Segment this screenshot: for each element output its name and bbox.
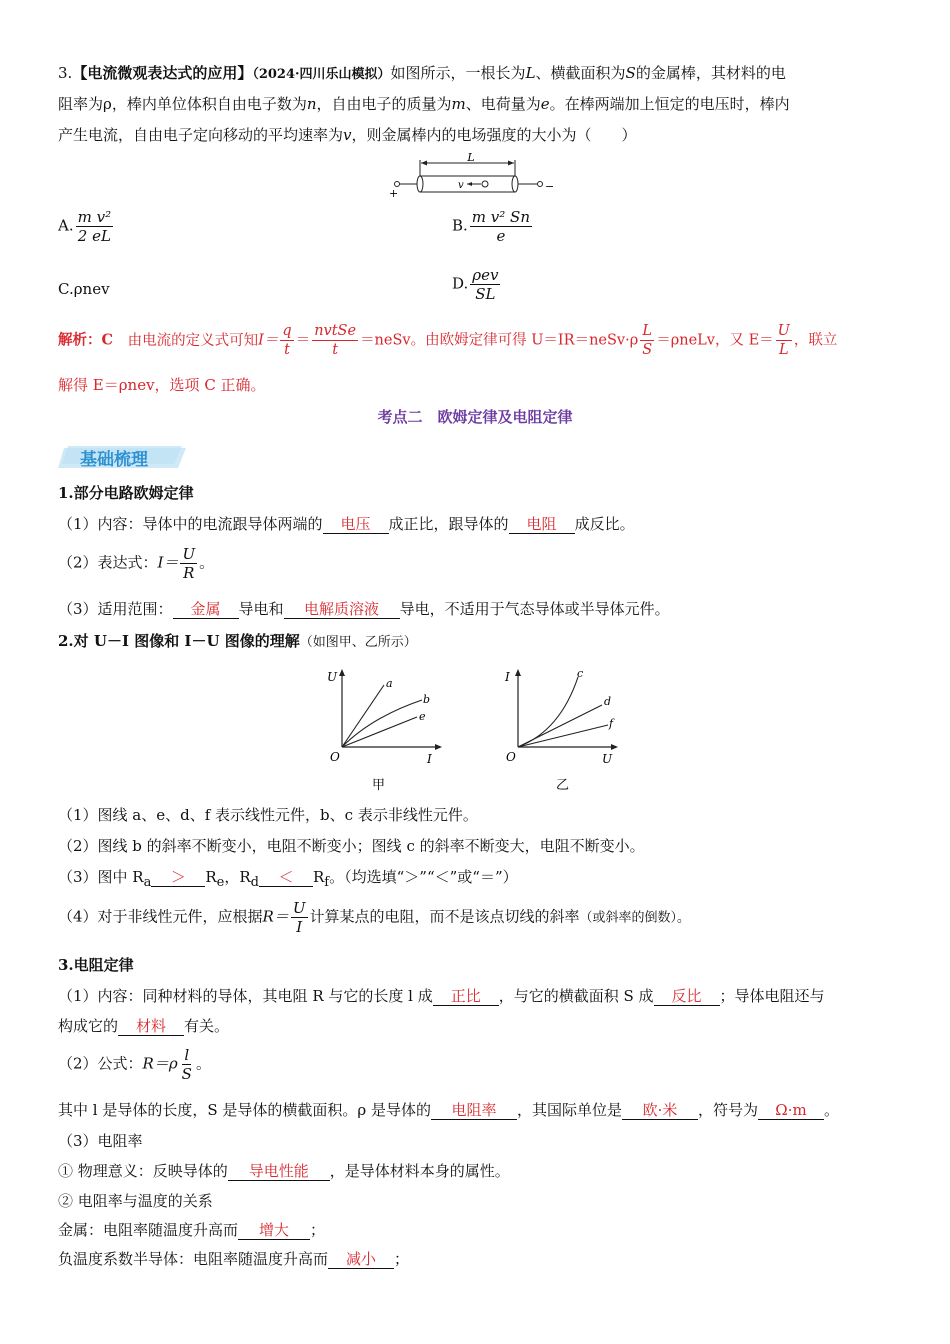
- text: ，其国际单位是: [516, 1101, 622, 1119]
- text: 金属：电阻率随温度升高而: [58, 1221, 239, 1239]
- subscript: f: [324, 875, 330, 890]
- q3-text: ，自由电子的质量为: [316, 95, 452, 113]
- fraction-num: nvtSe: [314, 323, 357, 339]
- option-B-fraction: [470, 208, 532, 245]
- option-C-text: ρnev: [73, 280, 110, 298]
- curve-c: [518, 677, 578, 747]
- text: 成反比。: [574, 515, 635, 533]
- fraction-den: S: [642, 342, 653, 358]
- fraction-den: t: [284, 342, 290, 358]
- curve-label-a: a: [386, 677, 393, 690]
- option-label: D.: [452, 274, 469, 293]
- graph-caption: 甲: [372, 778, 386, 793]
- curve-label-d: d: [604, 695, 612, 708]
- var-L: L: [525, 64, 536, 82]
- graph-jia: [322, 665, 452, 793]
- s3-p1: [58, 985, 825, 1007]
- analysis-line1: [58, 322, 837, 359]
- velocity-label: v: [458, 180, 464, 191]
- q3-text: 如图所示，一根长为: [390, 64, 526, 82]
- origin-label: O: [506, 750, 516, 764]
- q3-text: 产生电流，自由电子定向移动的平均速率为: [58, 126, 344, 144]
- q3-line3: [58, 124, 637, 146]
- text: R: [205, 868, 217, 886]
- var-v: v: [343, 126, 352, 144]
- subscript: e: [216, 875, 225, 890]
- text: （3）适用范围：: [58, 600, 173, 618]
- text: 导电和: [238, 600, 284, 618]
- s2-p1: （1）图线 a、e、d、f 表示线性元件，b、c 表示非线性元件。: [58, 806, 478, 824]
- curve-e: [342, 717, 417, 747]
- s2-p2: （2）图线 b 的斜率不断变小，电阻不断变小；图线 c 的斜率不断变大，电阻不断变小。: [58, 837, 645, 855]
- text: ① 物理意义：反映导体的: [58, 1162, 228, 1180]
- terminal-left: [395, 182, 400, 187]
- q3-source: （2024·四川乐山模拟）: [252, 67, 391, 82]
- text: 成正比，跟导体的: [388, 515, 509, 533]
- s3-title: 3.电阻定律: [58, 956, 134, 974]
- s3-p4: （3）电阻率: [58, 1132, 143, 1150]
- fraction-num: U: [292, 899, 306, 917]
- curve-f: [518, 725, 608, 747]
- rod-length-label: L: [467, 151, 475, 164]
- s2-title: 2.对 U－I 图像和 I－U 图像的理解: [58, 632, 300, 650]
- analysis-text: ，联立: [793, 332, 838, 349]
- fraction-num: L: [642, 323, 653, 339]
- text: 导电，不适用于气态导体或半导体元件。: [399, 600, 670, 618]
- s1-p1: [58, 513, 635, 535]
- fraction: [312, 322, 358, 359]
- text: 。: [824, 1101, 840, 1119]
- answer-blank: 导电性能: [228, 1162, 330, 1181]
- text: （3）图中 R: [58, 868, 144, 886]
- q3-line2: [58, 93, 790, 115]
- s2-p3: [58, 866, 518, 894]
- q3-text: 的金属棒，其材料的电: [635, 64, 786, 82]
- fraction-den: t: [332, 342, 339, 358]
- curve-label-e: e: [419, 710, 426, 723]
- answer-blank: 金属: [173, 600, 239, 619]
- option-D-fraction: [470, 266, 500, 303]
- q3-text: 、电荷量为: [465, 95, 541, 113]
- fraction-num: m v² Sn: [471, 208, 530, 226]
- option-D: [452, 266, 502, 303]
- section-title: 考点二 欧姆定律及电阻定律: [377, 408, 573, 426]
- terminal-right: [538, 182, 543, 187]
- text: （1）内容：同种材料的导体，其电阻 R 与它的长度 l 成: [58, 987, 433, 1005]
- text: ；: [310, 1221, 326, 1239]
- text: ，与它的横截面积 S 成: [498, 987, 654, 1005]
- text: （4）对于非线性元件，应根据: [58, 907, 263, 926]
- fraction-num: m v²: [77, 208, 112, 226]
- q3-number: 3.: [58, 64, 73, 82]
- answer-blank: 材料: [118, 1017, 184, 1036]
- fraction-num: l: [184, 1046, 190, 1064]
- metal-rod-figure: [385, 150, 565, 198]
- option-A: [58, 208, 115, 245]
- analysis-label: 解析：C: [58, 331, 114, 349]
- analysis-eq: I＝: [258, 332, 279, 349]
- fraction: [291, 899, 308, 936]
- text: 计算某点的电阻，而不是该点切线的斜率: [309, 907, 580, 926]
- option-A-fraction: [76, 208, 113, 245]
- axis-label-x: I: [427, 752, 432, 766]
- answer-blank: 电阻: [509, 515, 575, 534]
- analysis-text: 解得 E＝ρnev，选项 C 正确。: [58, 376, 266, 394]
- option-label: C.: [58, 280, 74, 298]
- answer-blank: 欧·米: [622, 1101, 698, 1120]
- text: 构成它的: [58, 1017, 119, 1035]
- analysis-text: 由电流的定义式可知: [127, 332, 259, 349]
- fraction-den: 2 eL: [77, 227, 111, 245]
- basics-badge: [58, 442, 186, 470]
- answer-blank: ＜: [259, 868, 313, 887]
- minus-sign: −: [545, 180, 555, 193]
- curve-a: [342, 685, 384, 747]
- text: （或斜率的倒数）。: [579, 910, 691, 926]
- subscript: a: [143, 875, 152, 890]
- q3-text: 阻率为ρ，棒内单位体积自由电子数为: [58, 95, 307, 113]
- option-C: [58, 278, 110, 300]
- fraction-num: U: [777, 323, 790, 339]
- subscript: d: [250, 875, 259, 890]
- text: 有关。: [184, 1017, 230, 1035]
- option-B: [452, 208, 534, 245]
- fraction-den: S: [181, 1065, 192, 1083]
- q3-text: ，则金属棒内的电场强度的大小为（ ）: [351, 126, 637, 144]
- q3-topic: 【电流微观表达式的应用】: [72, 64, 253, 82]
- answer-blank: 减小: [328, 1250, 394, 1269]
- badge-label: 基础梳理: [80, 450, 148, 470]
- text: 。（均选填“＞”“＜”或“＝”）: [329, 868, 518, 886]
- answer-blank: Ω·m: [758, 1101, 824, 1120]
- fraction-den: e: [496, 227, 506, 245]
- analysis-line2: [58, 374, 266, 396]
- var-n: n: [306, 95, 317, 113]
- q3-text: 、横截面积为: [535, 64, 626, 82]
- analysis-eq: ＝neSv。由欧姆定律可得 U＝IR＝neSv·ρ: [360, 332, 639, 349]
- fraction: [640, 322, 654, 359]
- electron-icon: [482, 181, 488, 187]
- axis-label-y: U: [327, 670, 338, 684]
- s3-p5: [58, 1160, 510, 1182]
- curve-label-f: f: [609, 717, 614, 730]
- text: ，符号为: [697, 1101, 758, 1119]
- curve-d: [518, 705, 602, 747]
- s3-p8: [58, 1248, 409, 1270]
- s3-p3: [58, 1099, 839, 1121]
- text: ；: [394, 1250, 410, 1268]
- text: 。: [199, 553, 215, 572]
- analysis-eq: ＝: [295, 332, 311, 349]
- fraction: [776, 322, 792, 359]
- answer-blank: 反比: [654, 987, 720, 1006]
- text: R: [313, 868, 325, 886]
- origin-label: O: [330, 750, 340, 764]
- s3-p7: [58, 1219, 325, 1241]
- var-m: m: [451, 95, 466, 113]
- s2-title-line: [58, 630, 417, 654]
- text: ，R: [224, 868, 251, 886]
- text: 。: [195, 1054, 211, 1073]
- plus-sign: +: [389, 187, 399, 198]
- fraction-den: R: [183, 564, 195, 582]
- graph-caption: 乙: [556, 778, 570, 793]
- formula: R＝: [262, 907, 289, 926]
- fraction-den: L: [778, 342, 789, 358]
- axis-label-y: I: [505, 670, 510, 684]
- graph-yi: [498, 665, 628, 793]
- option-label: A.: [58, 216, 74, 235]
- s3-p6: ② 电阻率与温度的关系: [58, 1192, 213, 1210]
- answer-blank: 增大: [238, 1221, 310, 1240]
- s1-p3: [58, 598, 670, 620]
- fraction-num: q: [282, 323, 292, 339]
- fraction-den: SL: [475, 285, 496, 303]
- curve-label-c: c: [577, 667, 584, 680]
- s1-title: 1.部分电路欧姆定律: [58, 484, 194, 502]
- formula: I＝: [157, 553, 179, 572]
- fraction-num: ρev: [472, 266, 499, 284]
- option-label: B.: [452, 216, 468, 235]
- s2-title-note: （如图甲、乙所示）: [299, 635, 417, 650]
- text: ；导体电阻还与: [719, 987, 825, 1005]
- text: （2）表达式：: [58, 553, 158, 572]
- text: （1）内容：导体中的电流跟导体两端的: [58, 515, 323, 533]
- axis-label-x: U: [602, 752, 613, 766]
- curve-b: [342, 700, 422, 747]
- var-S: S: [625, 64, 636, 82]
- s3-p1-cont: [58, 1015, 229, 1037]
- answer-blank: 电解质溶液: [284, 600, 400, 619]
- q3-line1: [58, 62, 786, 86]
- s1-p2: [58, 545, 214, 582]
- answer-blank: 电阻率: [431, 1101, 517, 1120]
- q3-text: 。在棒两端加上恒定的电压时，棒内: [549, 95, 790, 113]
- s3-p2: [58, 1046, 211, 1083]
- answer-blank: 电压: [323, 515, 389, 534]
- text: 负温度系数半导体：电阻率随温度升高而: [58, 1250, 329, 1268]
- fraction: [280, 322, 293, 359]
- text: 其中 l 是导体的长度，S 是导体的横截面积。ρ 是导体的: [58, 1101, 431, 1119]
- answer-blank: ＞: [151, 868, 205, 887]
- fraction-num: U: [182, 545, 196, 563]
- s2-p4: [58, 899, 690, 936]
- fraction: [180, 545, 197, 582]
- formula: R＝ρ: [142, 1054, 178, 1073]
- answer-blank: 正比: [433, 987, 499, 1006]
- analysis-eq: ＝ρneLv，又 E＝: [656, 332, 774, 349]
- fraction-den: I: [296, 918, 303, 936]
- curve-label-b: b: [423, 693, 431, 706]
- text: ，是导体材料本身的属性。: [329, 1162, 510, 1180]
- text: （2）公式：: [58, 1054, 143, 1073]
- fraction: [180, 1046, 194, 1083]
- var-e: e: [540, 95, 550, 113]
